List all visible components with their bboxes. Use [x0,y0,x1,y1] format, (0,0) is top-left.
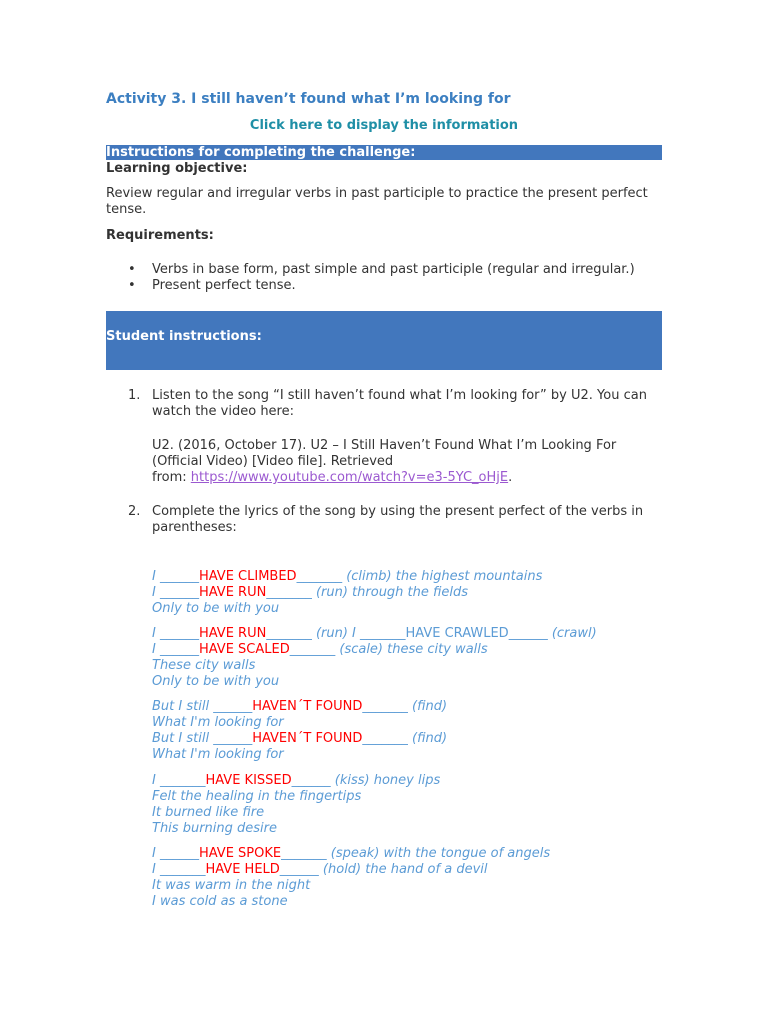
display-info-link[interactable]: Click here to display the information [249,118,519,133]
lyric-line: I ______HAVE RUN_______ (run) I _______HAVE CRAWLED______ (crawl) [152,626,597,641]
answer-text: HAVEN´T FOUND [252,731,363,746]
lyric-line: These city walls [152,658,256,673]
lyric-line: I ______HAVE RUN_______ (run) through the fields [152,585,469,600]
lyric-line: I _______HAVE HELD______ (hold) the hand of a devil [152,862,488,877]
requirements-list [106,262,635,294]
step-1: 1. Listen to the song “I still haven’t found what I’m looking for” by U2. You can watch the video here: U2. (2016, October 17). U2 – I Still Haven’t Found What I’m Looking For (Official Video) [Video file]. Retrieved from: https://www.youtube.com/watch?v=e3-5YC_oHjE. [106,388,662,486]
list-item: • Present perfect tense. [128,278,296,293]
answer-text: HAVE RUN [198,585,267,600]
answer-text: HAVE CRAWLED [405,626,509,641]
youtube-link[interactable]: https://www.youtube.com/watch?v=e3-5YC_oHjE [190,470,509,485]
video-citation: U2. (2016, October 17). U2 – I Still Haven’t Found What I’m Looking For (Official Video) [Video file]. Retrieved [152,438,617,469]
student-instructions-header: Student instructions: [106,311,662,370]
bullet-icon: • [128,262,136,277]
lyric-line: But I still ______HAVEN´T FOUND_______ (find) [152,699,448,714]
lyric-line: This burning desire [152,821,277,836]
answer-text: HAVE SPOKE [198,846,282,861]
lyric-line: I ______HAVE CLIMBED_______ (climb) the highest mountains [152,569,543,584]
citation-source: from: https://www.youtube.com/watch?v=e3-5YC_oHjE. [152,470,513,485]
lyric-line: I was cold as a stone [152,894,288,909]
step-2: 2. Complete the lyrics of the song by using the present perfect of the verbs in parentheses: [106,504,662,536]
list-item: • Verbs in base form, past simple and past participle (regular and irregular.) [128,262,635,277]
answer-text: HAVE CLIMBED [198,569,297,584]
lyric-line: It burned like fire [152,805,265,820]
answer-text: HAVE SCALED [198,642,290,657]
lyric-line: Only to be with you [152,674,280,689]
lyric-line: Only to be with you [152,601,280,616]
lyric-line: Felt the healing in the fingertips [152,789,362,804]
answer-text: HAVE RUN [198,626,267,641]
lyric-line: What I'm looking for [152,715,284,730]
bullet-icon: • [128,278,136,293]
lyric-line: What I'm looking for [152,747,284,762]
lyric-line: But I still ______HAVEN´T FOUND_______ (find) [152,731,448,746]
lyric-line: I ______HAVE SPOKE_______ (speak) with the tongue of angels [152,846,551,861]
lyric-line: I ______HAVE SCALED_______ (scale) these city walls [152,642,488,657]
activity-title: Activity 3. I still haven’t found what I’m looking for [106,91,511,107]
learning-objective-label: Learning objective: [106,161,248,176]
lyric-line: I _______HAVE KISSED______ (kiss) honey lips [152,773,441,788]
step-1-text: Listen to the song “I still haven’t found what I’m looking for” by U2. You can watch the video here: [152,388,647,419]
answer-text: HAVE KISSED [205,773,292,788]
step-2-text: Complete the lyrics of the song by using the present perfect of the verbs in parentheses: [152,504,644,535]
learning-objective-text: Review regular and irregular verbs in past participle to practice the present perfect tense. [106,186,648,217]
lyric-line: It was warm in the night [152,878,311,893]
requirements-label: Requirements: [106,228,214,243]
answer-text: HAVE HELD [205,862,280,877]
answer-text: HAVEN´T FOUND [252,699,363,714]
instructions-header: Instructions for completing the challenge: [106,145,662,160]
